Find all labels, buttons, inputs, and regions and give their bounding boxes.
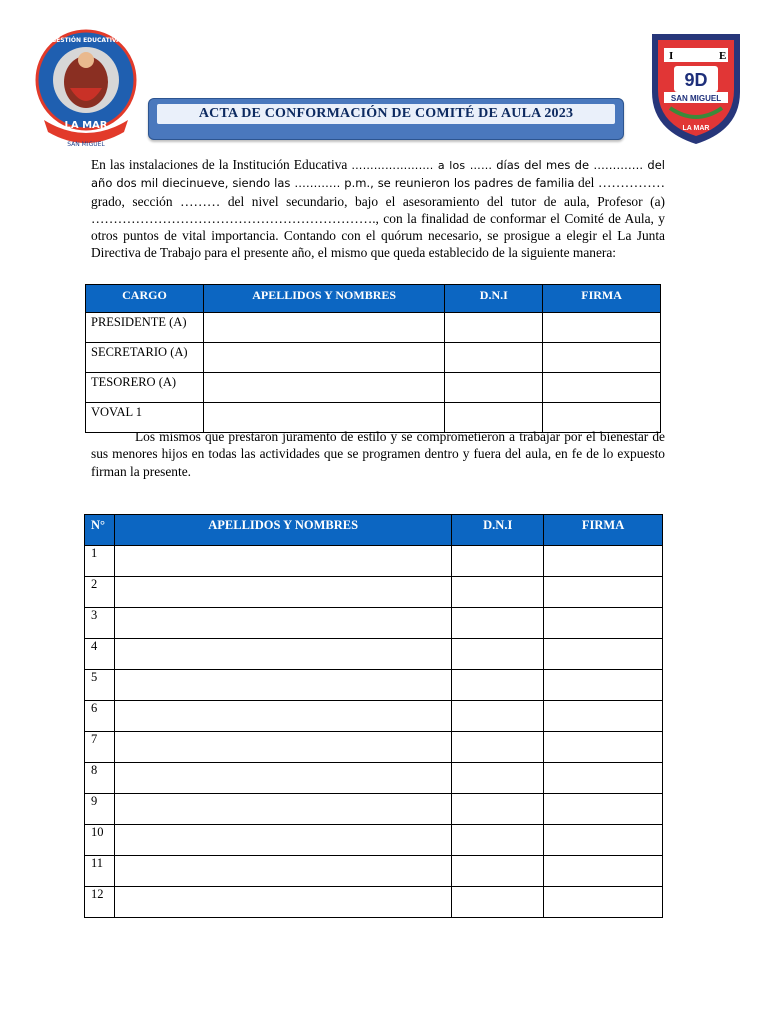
dni-field[interactable] xyxy=(452,608,544,639)
table-row xyxy=(85,639,663,670)
row-number-cell: 10 xyxy=(85,825,115,856)
name-field[interactable] xyxy=(203,373,445,403)
name-field[interactable] xyxy=(114,887,451,918)
col-cargo: CARGO xyxy=(86,285,204,313)
signature-field[interactable] xyxy=(544,577,663,608)
signature-field[interactable] xyxy=(544,670,663,701)
title-banner xyxy=(148,98,624,140)
row-number-cell: 11 xyxy=(85,856,115,887)
name-field[interactable] xyxy=(114,794,451,825)
dni-field[interactable] xyxy=(452,670,544,701)
cargo-cell: VOVAL 1 xyxy=(86,403,204,433)
name-field[interactable] xyxy=(114,701,451,732)
svg-text:SAN MIGUEL: SAN MIGUEL xyxy=(670,94,722,103)
dni-field[interactable] xyxy=(452,701,544,732)
signature-field[interactable] xyxy=(544,546,663,577)
row-number-cell: 9 xyxy=(85,794,115,825)
signature-field[interactable] xyxy=(544,825,663,856)
svg-text:LA MAR: LA MAR xyxy=(682,125,710,132)
padres-table xyxy=(84,514,663,918)
name-field[interactable] xyxy=(203,313,445,343)
row-number-cell: 3 xyxy=(85,608,115,639)
signature-field[interactable] xyxy=(544,608,663,639)
col-apellidos: APELLIDOS Y NOMBRES xyxy=(203,285,445,313)
table-row xyxy=(85,763,663,794)
col-numero: N° xyxy=(85,515,115,546)
ugel-logo xyxy=(30,28,142,152)
dni-field[interactable] xyxy=(445,373,543,403)
svg-text:I: I xyxy=(669,50,674,62)
name-field[interactable] xyxy=(114,577,451,608)
dni-field[interactable] xyxy=(452,732,544,763)
name-field[interactable] xyxy=(114,825,451,856)
dni-field[interactable] xyxy=(452,887,544,918)
col-apellidos: APELLIDOS Y NOMBRES xyxy=(114,515,451,546)
dni-field[interactable] xyxy=(452,577,544,608)
table-row xyxy=(85,577,663,608)
intro-text-3: del …………… grado, sección ……… del nivel secundario, bajo el asesoramiento del tutor de aula, Profesor (a) ………………………………………………………., con la finalidad de conformar el Comité de Aula, y otros puntos de vital importancia. Contando con el quórum necesario, se prosigue a elegir el La Junta Directiva de Trabajo para el presente año, el mismo que queda establecido de la siguiente manera: xyxy=(91,175,665,261)
row-number-cell: 7 xyxy=(85,732,115,763)
dni-field[interactable] xyxy=(445,313,543,343)
name-field[interactable] xyxy=(114,670,451,701)
signature-field[interactable] xyxy=(544,856,663,887)
closing-paragraph xyxy=(91,428,665,480)
table-row xyxy=(86,313,661,343)
name-field[interactable] xyxy=(114,608,451,639)
row-number-cell: 1 xyxy=(85,546,115,577)
cargo-cell: PRESIDENTE (A) xyxy=(86,313,204,343)
table-header-row xyxy=(85,515,663,546)
col-dni: D.N.I xyxy=(452,515,544,546)
cargo-cell: TESORERO (A) xyxy=(86,373,204,403)
name-field[interactable] xyxy=(114,763,451,794)
row-number-cell: 6 xyxy=(85,701,115,732)
intro-blank-1: …………………. a los …… xyxy=(351,159,493,172)
signature-field[interactable] xyxy=(544,763,663,794)
col-dni: D.N.I xyxy=(445,285,543,313)
cargo-cell: SECRETARIO (A) xyxy=(86,343,204,373)
svg-text:LA MAR: LA MAR xyxy=(64,120,108,131)
table-row xyxy=(85,825,663,856)
signature-field[interactable] xyxy=(544,794,663,825)
col-firma: FIRMA xyxy=(543,285,661,313)
school-crest-logo xyxy=(648,30,744,146)
dni-field[interactable] xyxy=(452,546,544,577)
signature-field[interactable] xyxy=(544,701,663,732)
dni-field[interactable] xyxy=(452,794,544,825)
intro-text-2: días del mes de …………. del año dos mil diecinueve, siendo las ………… p.m., se reunieron los padres de familia xyxy=(91,158,665,191)
document-title: ACTA DE CONFORMACIÓN DE COMITÉ DE AULA 2023 xyxy=(157,104,615,124)
closing-text: Los mismos que prestaron juramento de estilo y se comprometieron a trabajar por el bienestar de sus menores hijos en todas las actividades que se programen dentro y fuera del aula, en fe de lo expuesto firman la presente. xyxy=(91,429,665,479)
name-field[interactable] xyxy=(114,856,451,887)
table-row xyxy=(85,546,663,577)
name-field[interactable] xyxy=(114,546,451,577)
svg-text:GESTIÓN EDUCATIVA: GESTIÓN EDUCATIVA xyxy=(51,37,121,44)
signature-field[interactable] xyxy=(544,639,663,670)
row-number-cell: 8 xyxy=(85,763,115,794)
signature-field[interactable] xyxy=(543,343,661,373)
name-field[interactable] xyxy=(203,343,445,373)
table-row xyxy=(86,373,661,403)
table-row xyxy=(85,670,663,701)
table-header-row xyxy=(86,285,661,313)
row-number-cell: 2 xyxy=(85,577,115,608)
svg-text:SAN MIGUEL: SAN MIGUEL xyxy=(67,141,105,148)
signature-field[interactable] xyxy=(544,887,663,918)
name-field[interactable] xyxy=(114,732,451,763)
intro-paragraph xyxy=(91,156,665,262)
signature-field[interactable] xyxy=(544,732,663,763)
dni-field[interactable] xyxy=(452,825,544,856)
name-field[interactable] xyxy=(114,639,451,670)
intro-text-1: En las instalaciones de la Institución Educativa xyxy=(91,157,348,172)
svg-text:E: E xyxy=(719,50,727,62)
table-row xyxy=(85,732,663,763)
col-firma: FIRMA xyxy=(544,515,663,546)
row-number-cell: 4 xyxy=(85,639,115,670)
table-row xyxy=(86,343,661,373)
row-number-cell: 5 xyxy=(85,670,115,701)
table-row xyxy=(85,887,663,918)
dni-field[interactable] xyxy=(452,856,544,887)
dni-field[interactable] xyxy=(445,343,543,373)
signature-field[interactable] xyxy=(543,373,661,403)
table-row xyxy=(85,794,663,825)
table-row xyxy=(85,856,663,887)
signature-field[interactable] xyxy=(543,313,661,343)
svg-text:9D: 9D xyxy=(684,70,708,90)
row-number-cell: 12 xyxy=(85,887,115,918)
dni-field[interactable] xyxy=(452,639,544,670)
comite-table xyxy=(85,284,661,433)
table-row xyxy=(85,701,663,732)
table-row xyxy=(85,608,663,639)
dni-field[interactable] xyxy=(452,763,544,794)
